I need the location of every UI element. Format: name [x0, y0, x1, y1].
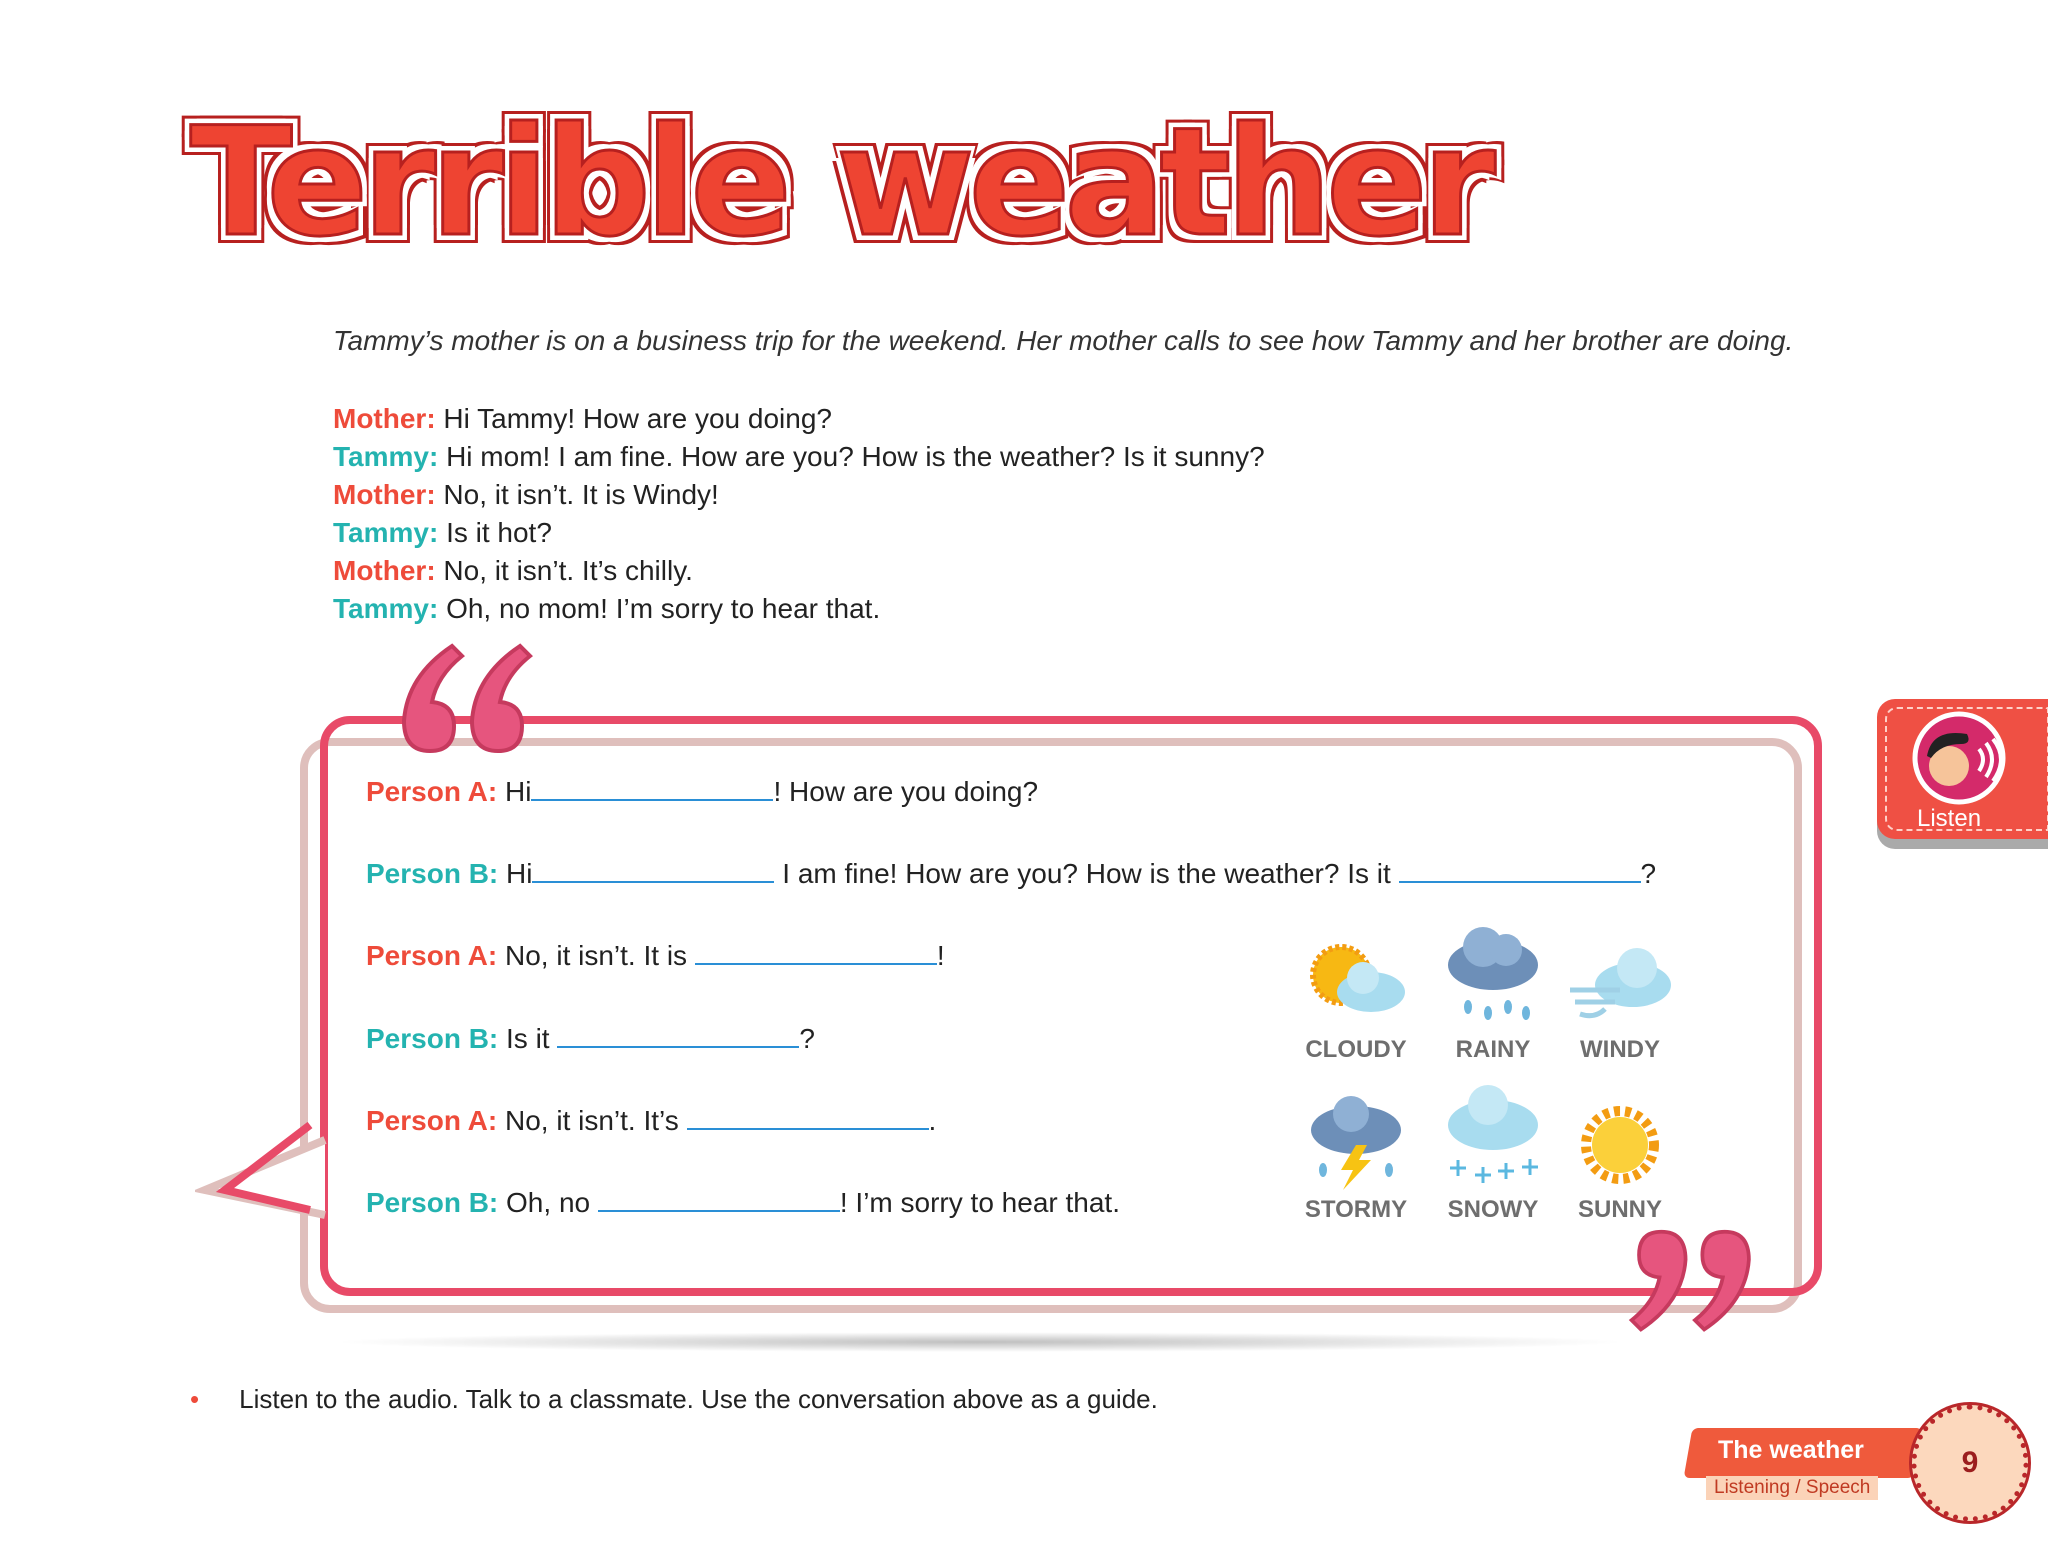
- close-quote-icon: [1626, 1221, 1761, 1343]
- blank-input[interactable]: [532, 859, 774, 883]
- speaker: Person B:: [366, 858, 499, 889]
- blank-input[interactable]: [687, 1106, 929, 1130]
- dialogue-line: [333, 476, 1265, 514]
- dialogue-line: [333, 400, 1265, 438]
- dialogue-line: [333, 590, 1265, 628]
- listen-button[interactable]: [1877, 699, 2048, 839]
- speech-tail: [195, 1120, 335, 1230]
- weather-windy: [1560, 930, 1680, 1064]
- storm-cloud-icon: [1301, 1090, 1411, 1190]
- speaker: Mother:: [333, 403, 436, 434]
- text: Hi: [498, 858, 533, 889]
- line-text: Hi mom! I am fine. How are you? How is the weather? Is it sunny?: [438, 441, 1265, 472]
- text: I am fine! How are you? How is the weather? Is it: [774, 858, 1399, 889]
- text: Hi: [497, 776, 532, 807]
- exercise-line: [366, 858, 1656, 890]
- listen-label: Listen: [1917, 805, 1982, 832]
- snow-cloud-icon: [1438, 1075, 1548, 1190]
- page-number: 9: [1912, 1405, 2028, 1521]
- unit-title: The weather: [1718, 1436, 1864, 1464]
- weather-rainy: [1433, 915, 1553, 1064]
- speaker: Tammy:: [333, 441, 439, 472]
- wind-cloud-icon: [1565, 930, 1675, 1030]
- blank-input[interactable]: [598, 1188, 840, 1212]
- exercise-line: [366, 1105, 936, 1137]
- line-text: Oh, no mom! I’m sorry to hear that.: [438, 593, 881, 624]
- box-shadow: [330, 1332, 1630, 1352]
- text: Is it: [498, 1023, 558, 1054]
- title-word-2: weather: [836, 96, 1490, 270]
- text: ?: [1640, 858, 1657, 889]
- line-text: Hi Tammy! How are you doing?: [435, 403, 832, 434]
- bullet-icon: •: [190, 1384, 200, 1414]
- line-text: Is it hot?: [438, 517, 552, 548]
- speaker: Person A:: [366, 940, 498, 971]
- line-text: No, it isn’t. It’s chilly.: [435, 555, 693, 586]
- weather-label: STORMY: [1304, 1196, 1408, 1223]
- weather-label: RAINY: [1455, 1036, 1531, 1063]
- line-text: No, it isn’t. It is Windy!: [435, 479, 719, 510]
- sun-icon: [1565, 1090, 1675, 1190]
- dialogue: [333, 400, 1265, 628]
- rain-cloud-icon: [1438, 915, 1548, 1030]
- text: !: [936, 940, 945, 971]
- exercise-line: [366, 1023, 815, 1055]
- blank-input[interactable]: [531, 777, 773, 801]
- speaker: Mother:: [333, 555, 436, 586]
- speaker: Person B:: [366, 1023, 499, 1054]
- weather-sunny: [1560, 1090, 1680, 1224]
- dialogue-line: [333, 514, 1265, 552]
- text: No, it isn’t. It is: [497, 940, 695, 971]
- dialogue-line: [333, 438, 1265, 476]
- intro-text: Tammy’s mother is on a business trip for the weekend. Her mother calls to see how Tammy and her brother are doing.: [333, 325, 1794, 356]
- dialogue-line: [333, 552, 1265, 590]
- speaker: Tammy:: [333, 593, 439, 624]
- speaker: Person A:: [366, 776, 498, 807]
- instruction: [190, 1384, 1158, 1415]
- exercise-line: [366, 940, 945, 972]
- blank-input[interactable]: [557, 1024, 799, 1048]
- weather-label: SUNNY: [1577, 1196, 1662, 1223]
- weather-snowy: [1433, 1075, 1553, 1224]
- exercise-line: [366, 1187, 1120, 1219]
- text: ! I’m sorry to hear that.: [839, 1187, 1120, 1218]
- text: ?: [799, 1023, 815, 1054]
- text: .: [928, 1105, 937, 1136]
- blank-input[interactable]: [1399, 859, 1641, 883]
- speaker: Mother:: [333, 479, 436, 510]
- text: ! How are you doing?: [773, 776, 1039, 807]
- page-title: [190, 96, 1540, 270]
- weather-label: SNOWY: [1447, 1196, 1539, 1223]
- exercise-line: [366, 776, 1038, 808]
- speaker: Tammy:: [333, 517, 439, 548]
- blank-input[interactable]: [695, 941, 937, 965]
- weather-label: CLOUDY: [1305, 1036, 1407, 1063]
- speaker: Person A:: [366, 1105, 498, 1136]
- text: No, it isn’t. It’s: [497, 1105, 687, 1136]
- weather-label: WINDY: [1580, 1036, 1660, 1063]
- weather-stormy: [1296, 1090, 1416, 1224]
- unit-skill: Listening / Speech: [1706, 1476, 1878, 1500]
- title-word-1: Terrible: [190, 96, 787, 270]
- speaker: Person B:: [366, 1187, 499, 1218]
- open-quote-icon: [392, 636, 537, 758]
- listening-boy-icon: [1909, 711, 2009, 805]
- weather-cloudy: [1296, 930, 1416, 1064]
- sun-cloud-icon: [1301, 930, 1411, 1030]
- instruction-text: Listen to the audio. Talk to a classmate. Use the conversation above as a guide.: [239, 1384, 1158, 1414]
- text: Oh, no: [498, 1187, 598, 1218]
